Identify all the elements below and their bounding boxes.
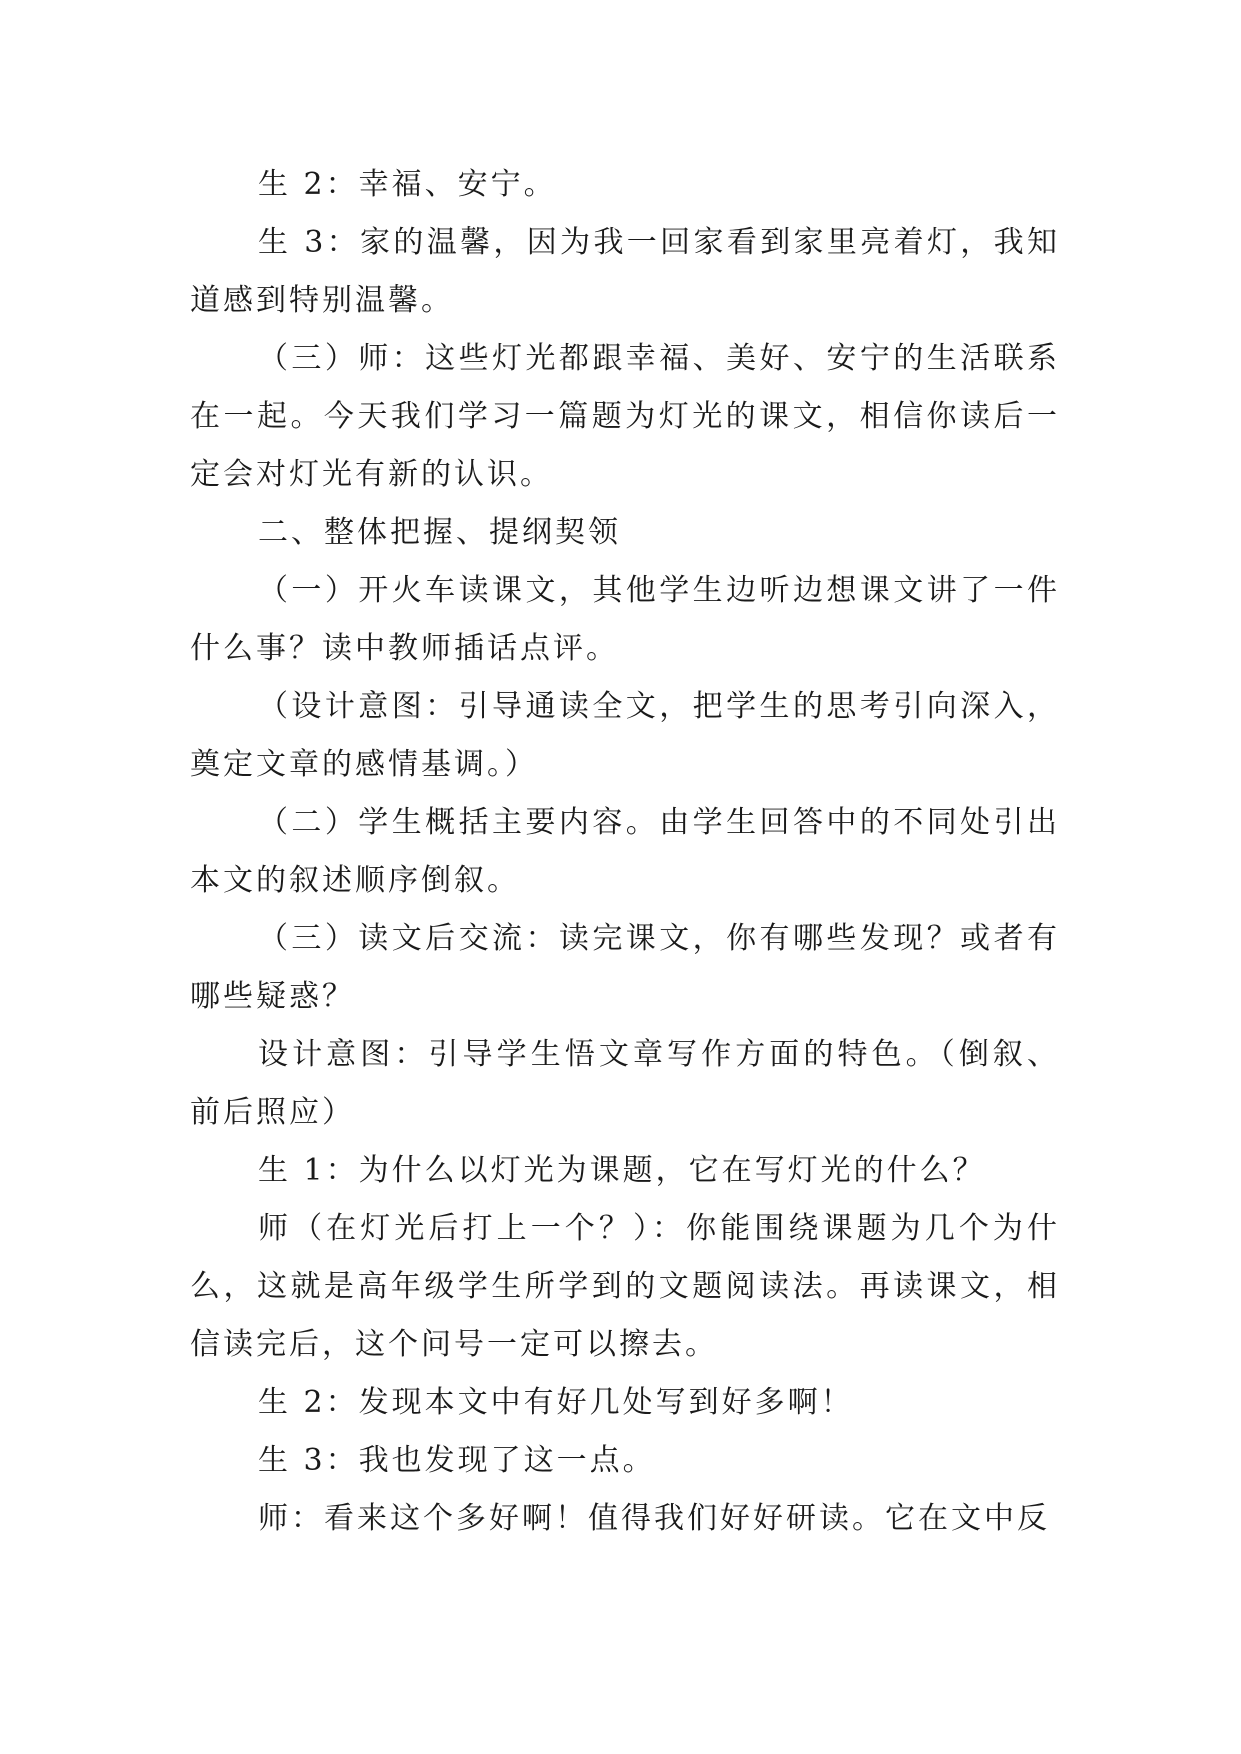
- paragraph: （一）开火车读课文，其他学生边听边想课文讲了一件什么事？读中教师插话点评。: [190, 573, 1060, 666]
- paragraph: 师（在灯光后打上一个？）：你能围绕课题为几个为什么，这就是高年级学生所学到的文题阅读法。再读课文，相信读完后，这个问号一定可以擦去。: [190, 1211, 1060, 1362]
- section-heading: 二、整体把握、提纲契领: [258, 515, 621, 550]
- paragraph: 生 3：家的温馨，因为我一回家看到家里亮着灯，我知道感到特别温馨。: [190, 225, 1060, 318]
- paragraph: 生 1：为什么以灯光为课题，它在写灯光的什么？: [258, 1153, 986, 1188]
- paragraph: 师：看来这个多好啊！值得我们好好研读。它在文中反: [258, 1501, 1050, 1536]
- design-intent-note: 设计意图：引导学生悟文章写作方面的特色。（倒叙、前后照应）: [190, 1037, 1060, 1130]
- paragraph: （二）学生概括主要内容。由学生回答中的不同处引出本文的叙述顺序倒叙。: [190, 805, 1060, 898]
- document-body: [190, 156, 1060, 1548]
- paragraph: （三）师：这些灯光都跟幸福、美好、安宁的生活联系在一起。今天我们学习一篇题为灯光的课文，相信你读后一定会对灯光有新的认识。: [190, 341, 1060, 492]
- paragraph: （三）读文后交流：读完课文，你有哪些发现？或者有哪些疑惑？: [190, 921, 1060, 1014]
- design-intent-note: （设计意图：引导通读全文，把学生的思考引向深入，奠定文章的感情基调。）: [190, 689, 1060, 782]
- paragraph: 生 2：发现本文中有好几处写到好多啊！: [258, 1385, 854, 1420]
- paragraph: 生 3：我也发现了这一点。: [258, 1443, 656, 1478]
- paragraph: 生 2：幸福、安宁。: [258, 167, 557, 202]
